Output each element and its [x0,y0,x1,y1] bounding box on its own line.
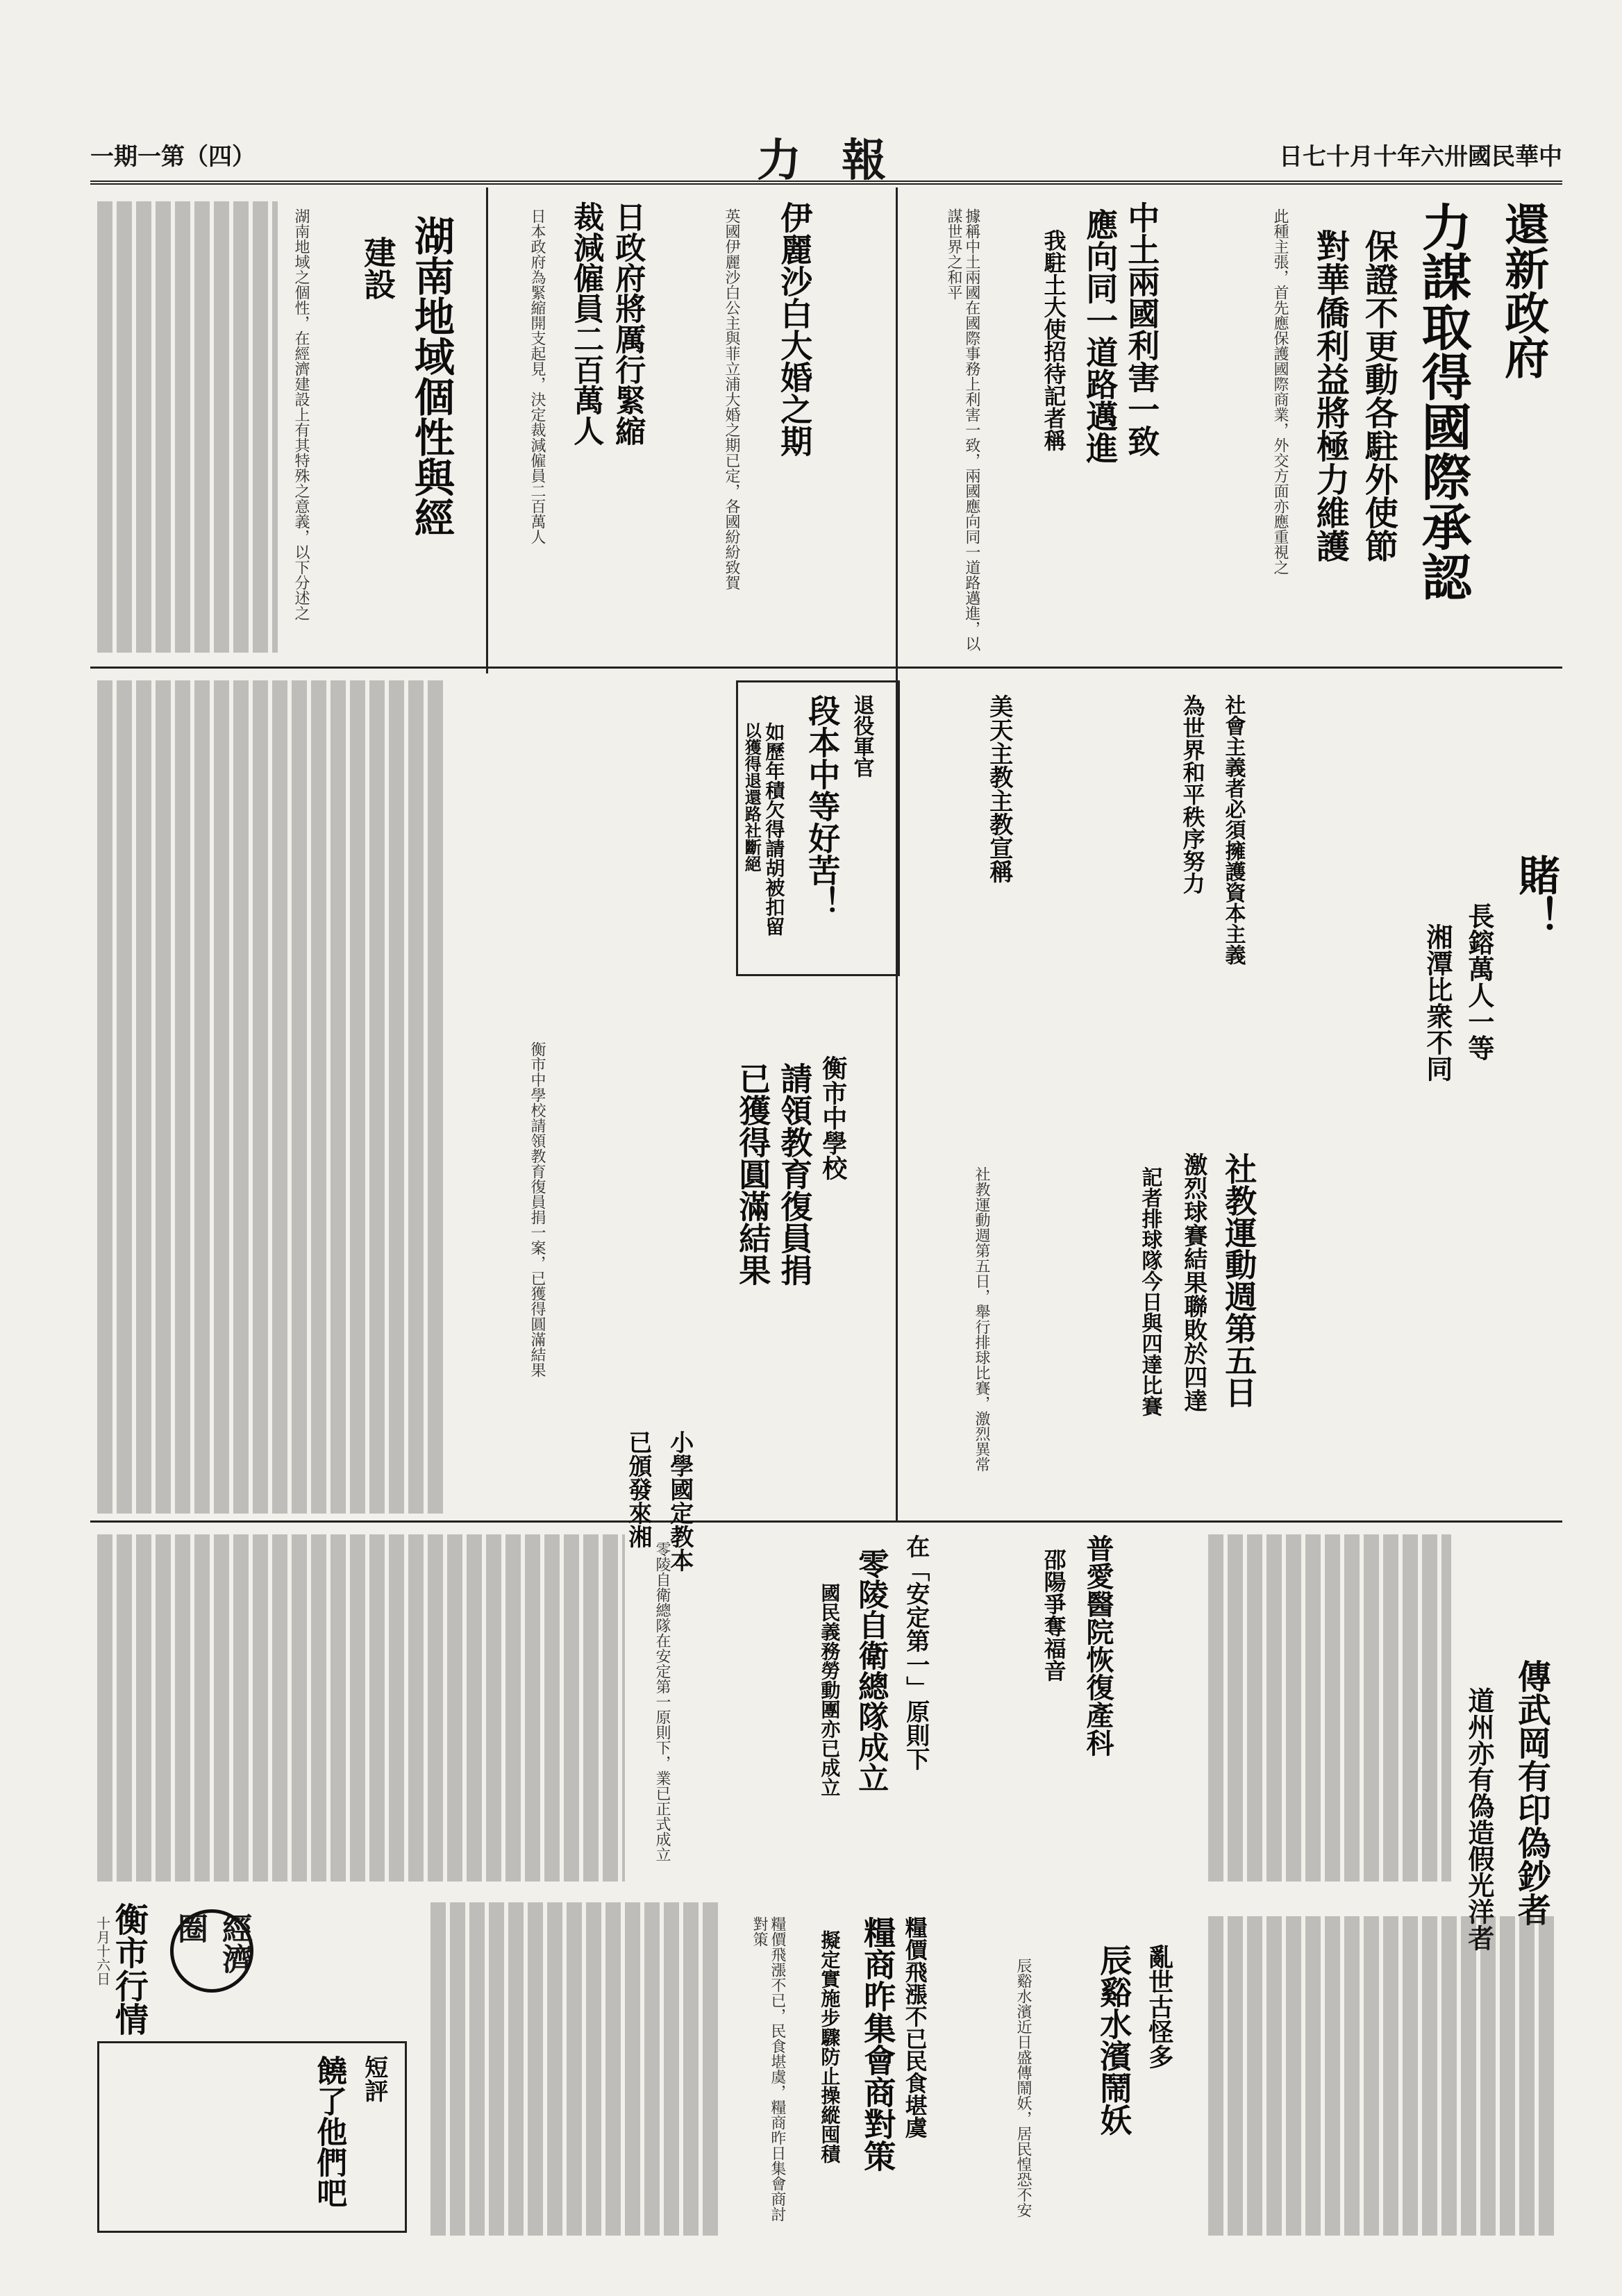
headline: 退役軍官 [849,694,874,778]
headline: 請領教育復員捐 [776,1062,814,1286]
article-text: 湖南地域之個性，在經濟建設上有其特殊之意義，以下分述之 [292,208,310,621]
headline: 傳武岡有印偽鈔者 [1512,1659,1551,1926]
headline: 社會主義者必須擁護資本主義 [1221,694,1246,965]
section-rule [90,667,1562,669]
headline: 中土兩國利害一致 [1123,201,1161,457]
headline: 糧價飛漲不已民食堪虞 [901,1916,928,2138]
headline: 賭！ [1512,854,1560,937]
headline: 以獲得退還路社斷絕 [742,722,762,872]
headline: 已頒發來湘 [624,1430,652,1548]
column-rule [486,187,488,673]
headline-kicker: 還新政府 [1497,201,1550,379]
article-text: 衡市中學校請領教育復員捐一案，已獲得圓滿結果 [528,1041,546,1377]
masthead-issue: 一期一第（四） [90,143,256,171]
headline: 記者排球隊今日與四達比賽 [1137,1166,1162,1416]
article-text: 日本政府為緊縮開支起見，決定裁減僱員二百萬人 [528,208,546,544]
headline: 普愛醫院恢復產科 [1082,1534,1114,1757]
headline: 糧商昨集會商對策 [859,1916,897,2172]
economy-seal [170,1909,253,1993]
headline: 建設 [359,236,397,300]
text-block [1208,1534,1451,1882]
headline: 邵陽爭奪福音 [1040,1548,1067,1682]
article-text: 零陵自衛總隊在安定第一原則下，業已正式成立 [653,1541,671,1862]
article-text: 辰谿水濱近日盛傳鬧妖，居民惶恐不安 [1014,1958,1032,2218]
article-text: 糧價飛漲不已，民食堪虞，糧商昨日集會商討對策 [750,1916,786,2222]
text-block [1208,1916,1555,2236]
headline: 國民義務勞動團亦已成立 [818,1583,842,1797]
headline: 道州亦有偽造假光洋者 [1463,1687,1495,1951]
headline: 長鎔萬人一等 [1463,903,1495,1061]
text-block [430,1902,722,2236]
text-block [97,201,278,653]
lead-subhead: 對華僑利益將極力維護 [1310,229,1350,562]
headline: 亂世古怪多 [1144,1944,1174,2069]
headline: 辰谿水濱鬧妖 [1095,1944,1133,2136]
headline: 美天主教主教宣稱 [985,694,1013,883]
article-text: 英國伊麗沙白公主與菲立浦大婚之期已定，各國紛紛致賀 [722,208,740,590]
headline: 裁減僱員二百萬人 [568,201,604,446]
headline: 應向同一道路邁進 [1081,208,1119,464]
short-comment-title: 饒了他們吧 [311,2055,347,2208]
headline: 衡市中學校 [818,1055,848,1180]
headline: 零陵自衛總隊成立 [853,1548,889,1793]
masthead-name: 力 報 [757,135,899,187]
headline: 日政府將厲行緊縮 [610,201,646,446]
article-text: 社教運動週第五日，舉行排球比賽，激烈異常 [972,1166,990,1472]
masthead [90,125,1562,185]
headline: 湖南地域個性與經 [407,215,455,537]
headline: 小學國定教本 [665,1430,694,1572]
headline: 段本中等好苦！ [803,694,842,918]
short-comment-label: 短評 [360,2055,388,2102]
text-block [97,680,444,1514]
headline: 已獲得圓滿結果 [734,1062,772,1286]
masthead-date: 日七十月十年六卅國民華中 [1279,143,1562,171]
headline: 如歷年積欠得請胡被扣留 [762,722,786,936]
article-text: 此種主張，首先應保護國際商業，外交方面亦應重視之 [1271,208,1289,575]
headline: 我駐土大使招待記者稱 [1040,229,1067,451]
headline: 湘潭比衆不同 [1421,923,1453,1082]
headline: 為世界和平秩序努力 [1179,694,1206,894]
lead-subhead: 保證不更動各駐外使節 [1359,229,1398,562]
economy-seal-text: 經濟圈 [172,1913,252,1974]
section-rule [90,1520,1562,1523]
lead-headline: 力謀取得國際承認 [1413,201,1473,601]
headline: 社教運動週第五日 [1220,1153,1258,1408]
market-date: 十月十六日 [94,1916,111,1986]
text-block [97,1534,625,1882]
market-title: 衡市行情 [109,1902,149,2036]
headline: 擬定實施步驟防止操縱囤積 [818,1930,842,2163]
headline: 伊麗沙白大婚之期 [776,201,814,457]
headline: 激烈球賽結果聯敗於四達 [1179,1153,1207,1412]
headline: 在「安定第一」原則下 [901,1534,930,1770]
article-text: 據稱中土兩國在國際事務上利害一致，兩國應向同一道路邁進，以謀世界之和平 [944,208,980,651]
